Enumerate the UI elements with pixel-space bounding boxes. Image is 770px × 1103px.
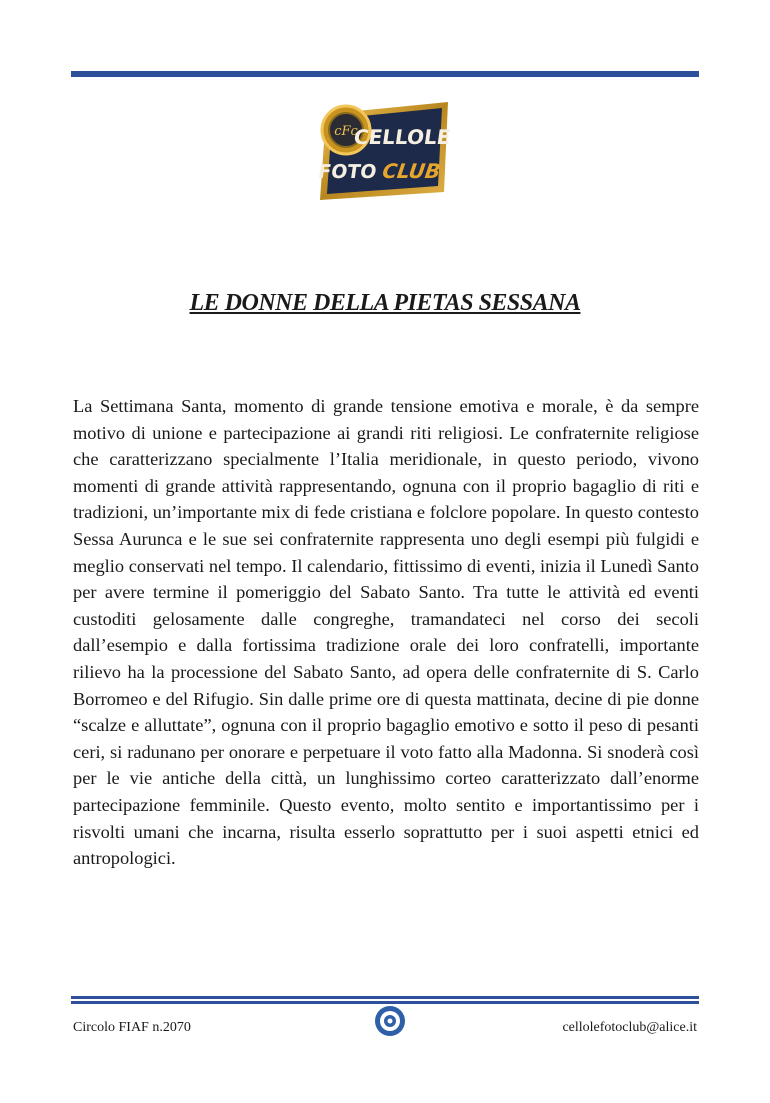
bottom-rule-1 <box>71 996 699 999</box>
club-logo <box>316 96 454 204</box>
logo-line2-right: CLUB <box>380 159 443 183</box>
logo-monogram: cFc <box>334 124 358 139</box>
page-title: LE DONNE DELLA PIETAS SESSANA <box>189 290 581 316</box>
footer-email[interactable]: cellolefotoclub@alice.it <box>562 1020 697 1035</box>
article-body: La Settimana Santa, momento di grande tensione emotiva e morale, è da sempre motivo di unione e partecipazione ai grandi riti religiosi. Le confraternite religiose che caratterizzano specialmente l’Italia meridionale, in questo periodo, vivono momenti di grande attività rappresentando, ognuna con il proprio bagaglio di riti e tradizioni, un’importante mix di fede cristiana e folclore popolare. In questo contesto Sessa Aurunca e le sue sei confraternite rappresenta uno degli esempi più fulgidi e meglio conservati nel tempo. Il calendario, fittissimo di eventi, inizia il Lunedì Santo per avere termine il pomeriggio del Sabato Santo. Tra tutte le attività ed eventi custoditi gelosamente dalle congreghe, tramandateci nel corso dei secoli dall’esempio e dalla fortissima tradizione orale dei loro confratelli, importante rilievo ha la processione del Sabato Santo, ad opera delle confraternite di S. Carlo Borromeo e del Rifugio. Sin dalle prime ore di questa mattinata, decine di pie donne “scalze e alluttate”, ognuna con il proprio bagaglio emotivo e sotto il peso di pesanti ceri, si radunano per onorare e perpetuare il voto fatto alla Madonna. Si snoderà così per le vie antiche della città, un lunghissimo corteo caratterizzato dall’enorme partecipazione femminile. Questo evento, molto sentito e importantissimo per i risvolti umani che incarna, risulta esserlo soprattutto per i suoi aspetti etnici ed antropologici. <box>73 396 699 869</box>
logo-line2-left: FOTO <box>316 160 379 183</box>
fiaf-logo-icon <box>373 1004 407 1038</box>
footer-circolo: Circolo FIAF n.2070 <box>73 1020 191 1035</box>
logo-line1: CELLOLE <box>352 125 453 149</box>
top-rule <box>71 71 699 77</box>
